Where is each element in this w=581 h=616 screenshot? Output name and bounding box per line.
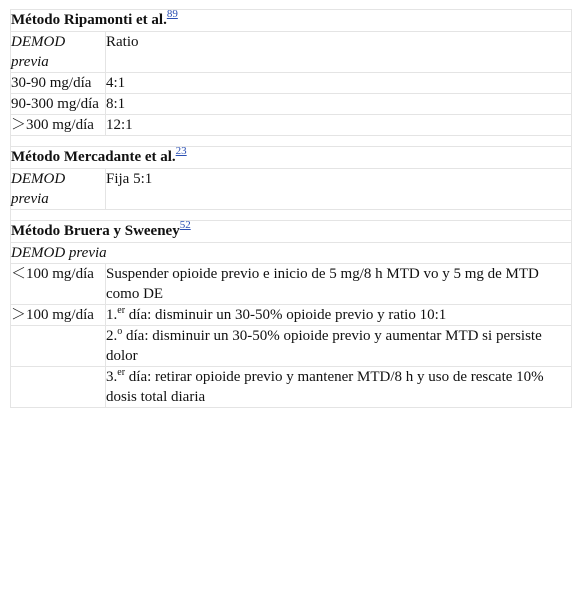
day-text: día: disminuir un 30-50% opioide previo y aumentar MTD si persiste dolor <box>106 328 542 364</box>
table-row <box>11 169 572 210</box>
row-label: DEMOD previa <box>11 169 106 210</box>
section-header-row <box>11 147 572 169</box>
row-label: 90-300 mg/día <box>11 94 106 115</box>
spacer-cell <box>11 210 572 221</box>
table-row <box>11 243 572 264</box>
table-row <box>11 73 572 94</box>
table-row <box>11 367 572 408</box>
row-value <box>106 305 572 326</box>
spacer-row <box>11 136 572 147</box>
table-row <box>11 32 572 73</box>
ordinal-suffix: er <box>117 367 126 378</box>
row-label: ＞100 mg/día <box>11 305 106 326</box>
table-row <box>11 115 572 136</box>
day-text: día: retirar opioide previo y mantener MTD/8 h y uso de rescate 10% dosis total diaria <box>106 369 544 405</box>
spacer-row <box>11 210 572 221</box>
table-row <box>11 264 572 305</box>
row-label: ＞300 mg/día <box>11 115 106 136</box>
reference-link[interactable]: 23 <box>175 145 187 157</box>
row-value: 12:1 <box>106 115 572 136</box>
row-value: Ratio <box>106 32 572 73</box>
ordinal-suffix: er <box>117 305 126 316</box>
row-value: 4:1 <box>106 73 572 94</box>
day-prefix: 1. <box>106 307 118 323</box>
table-row <box>11 94 572 115</box>
day-prefix: 2. <box>106 328 118 344</box>
reference-link[interactable]: 89 <box>166 8 178 20</box>
table-row <box>11 305 572 326</box>
section-title-text: Método Mercadante et al. <box>11 149 176 165</box>
section-title-text: Método Ripamonti et al. <box>11 12 167 28</box>
section-header-row <box>11 221 572 243</box>
row-value: Fija 5:1 <box>106 169 572 210</box>
day-prefix: 3. <box>106 369 118 385</box>
row-label <box>11 326 106 367</box>
row-label: ＜100 mg/día <box>11 264 106 305</box>
section-title-mercadante <box>11 147 572 169</box>
row-label: DEMOD previa <box>11 32 106 73</box>
row-value: Suspender opioide previo e inicio de 5 mg/8 h MTD vo y 5 mg de MTD como DE <box>106 264 572 305</box>
table-row <box>11 326 572 367</box>
section-title-bruera <box>11 221 572 243</box>
day-text: día: disminuir un 30-50% opioide previo y ratio 10:1 <box>125 307 447 323</box>
row-label: 30-90 mg/día <box>11 73 106 94</box>
reference-link[interactable]: 52 <box>179 219 191 231</box>
ordinal-suffix: o <box>117 326 123 337</box>
row-label <box>11 367 106 408</box>
section-header-row <box>11 10 572 32</box>
row-value <box>106 367 572 408</box>
row-value: 8:1 <box>106 94 572 115</box>
section-title-text: Método Bruera y Sweeney <box>11 223 180 239</box>
section-title-ripamonti <box>11 10 572 32</box>
opioid-rotation-table <box>10 9 572 408</box>
spacer-cell <box>11 136 572 147</box>
row-value <box>106 326 572 367</box>
subheader-cell: DEMOD previa <box>11 243 572 264</box>
